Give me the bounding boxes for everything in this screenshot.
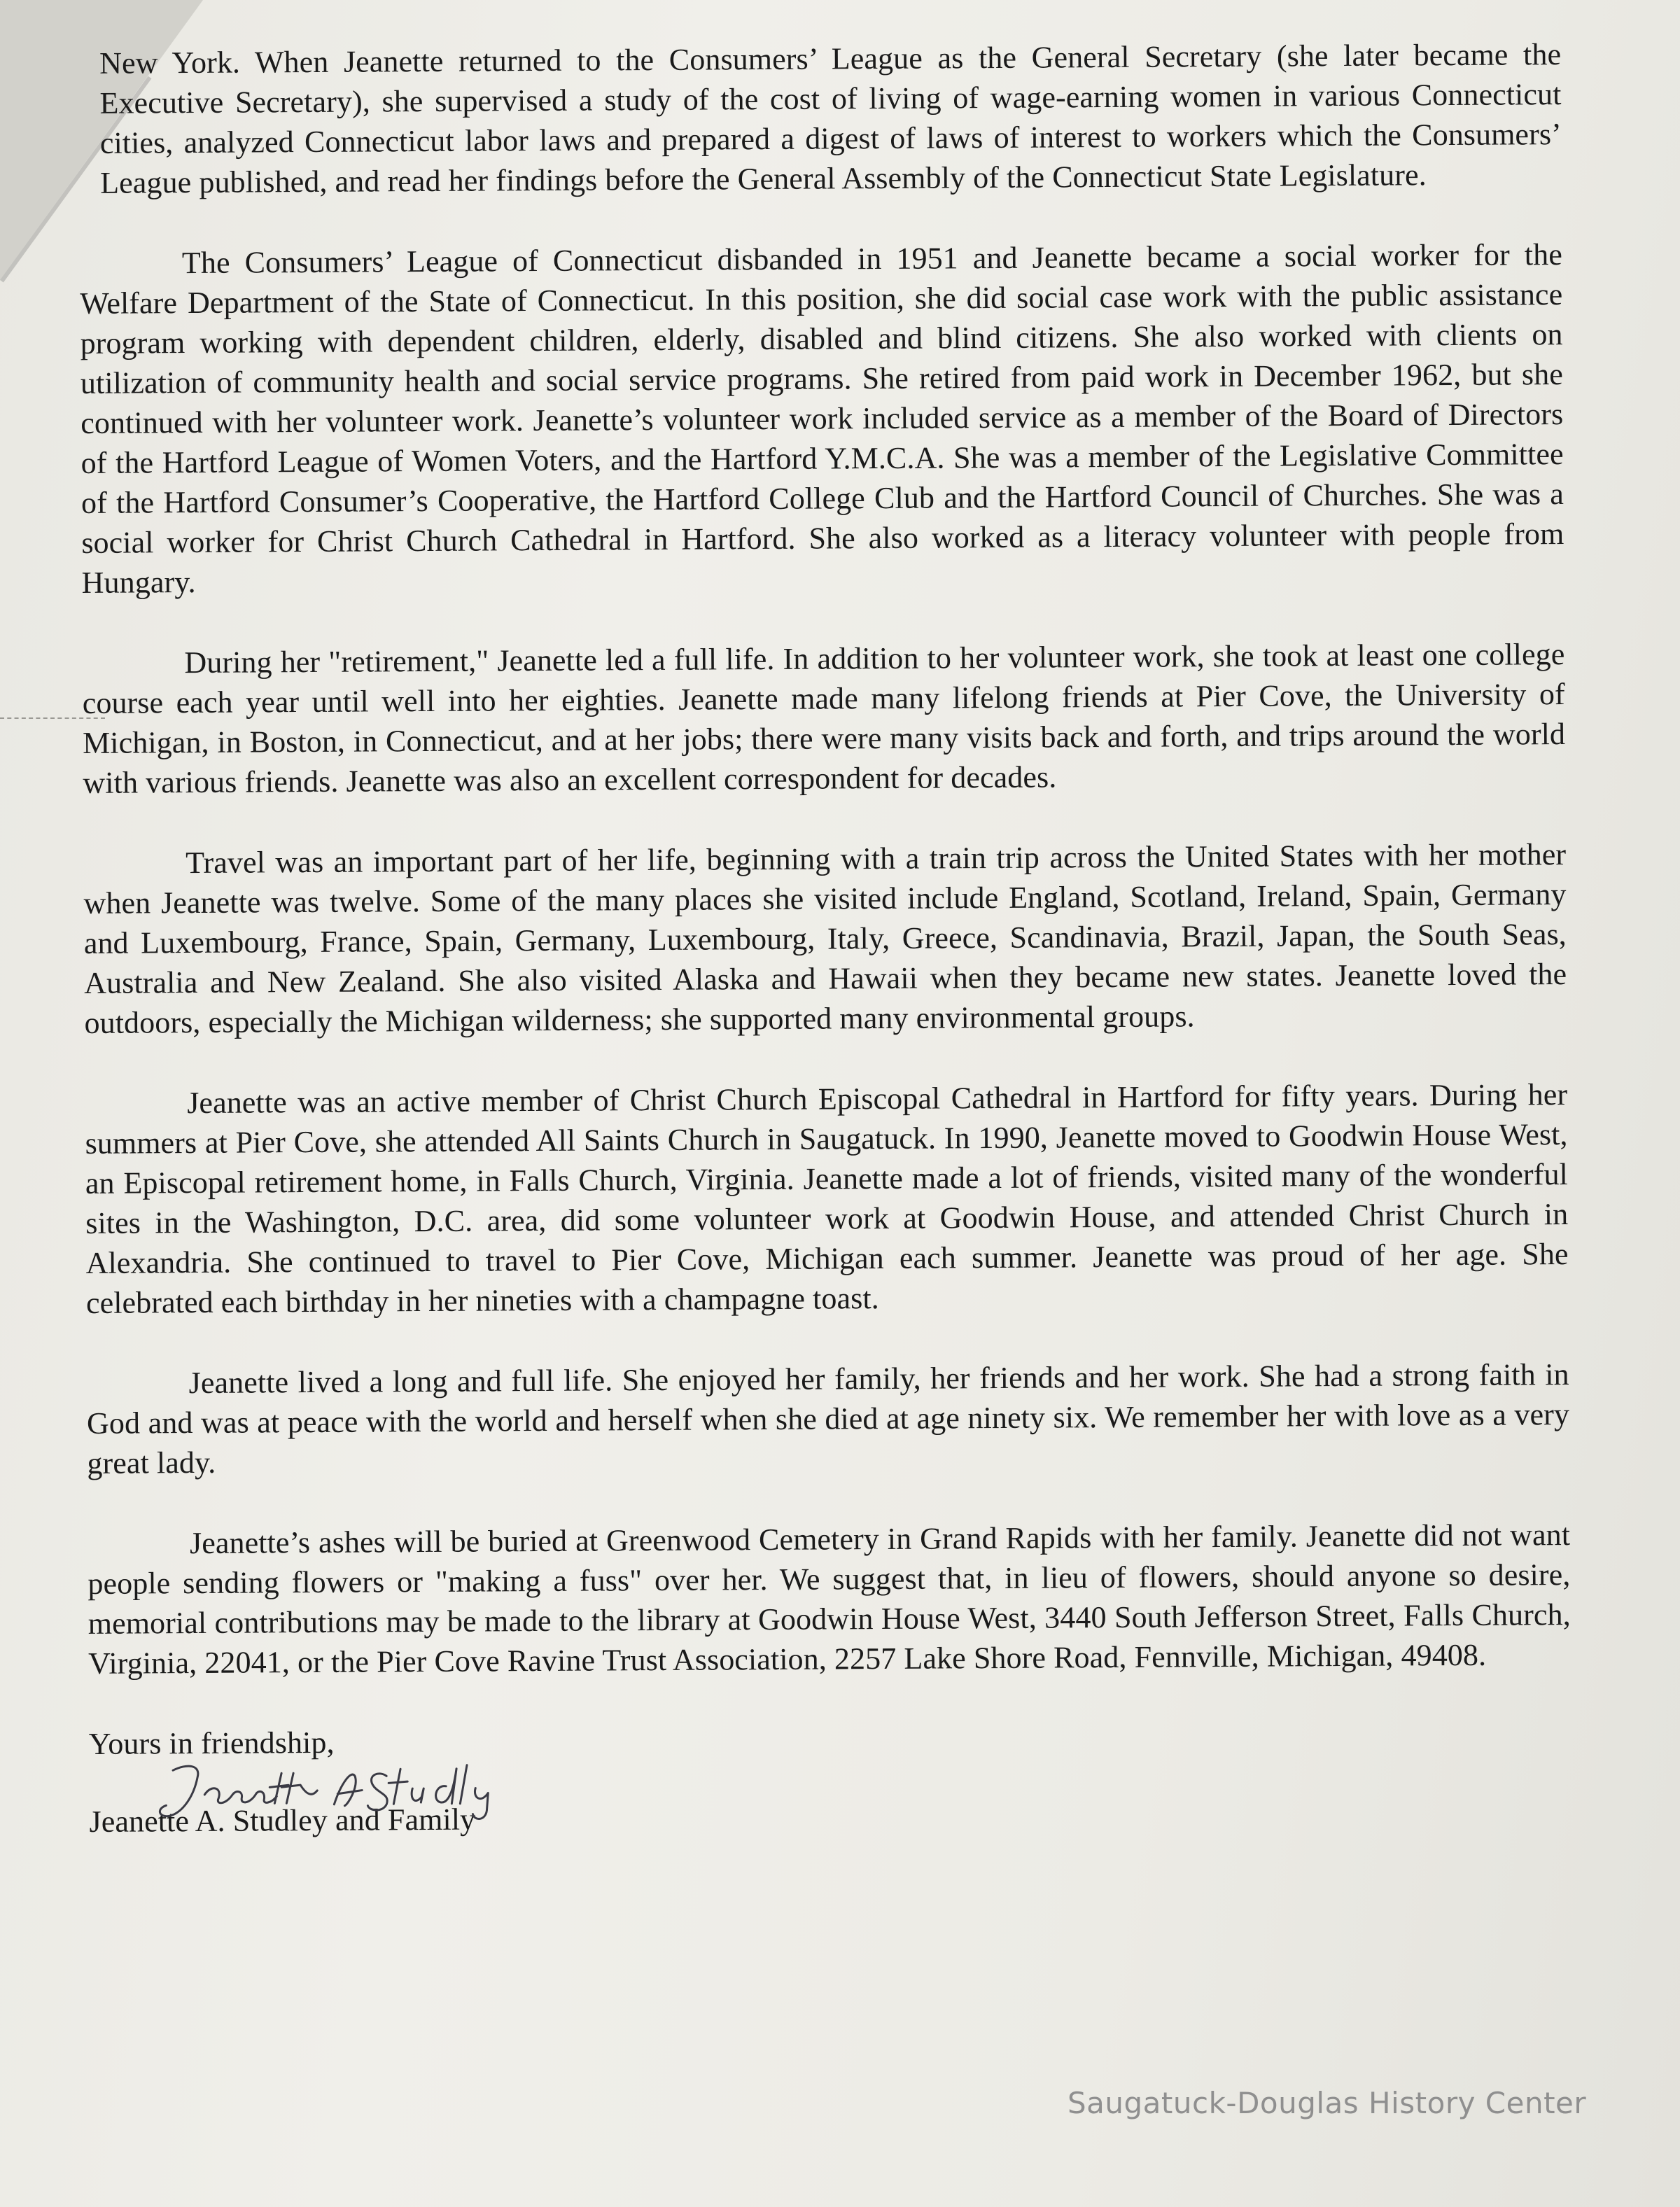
- paragraph-4: Travel was an important part of her life, beginning with a train trip across the United States with her mother when Jeanette was twelve. Some of the many places she visited include England, Scotland, Ireland, Spain, Germany and Luxembourg, France, Spain, Germany, Luxembourg, Italy, Greece, Scandinavia, Brazil, Japan, the South Seas, Australia and New Zealand. She also visited Alaska and Hawaii when they became new states. Jeanette loved the outdoors, especially the Michigan wilderness; she supported many environmental groups.: [83, 837, 1567, 1040]
- archive-watermark: Saugatuck-Douglas History Center: [1068, 2086, 1587, 2120]
- paragraph-1: New York. When Jeanette returned to the Consumers’ League as the General Secretary (she later became the Executive Secretary), she supervised a study of the cost of living of wage-earning women in various Connecticut cities, analyzed Connecticut labor laws and prepared a digest of laws of interest to workers which the Consumers’ League published, and read her findings before the General Assembly of the Connecticut State Legislature.: [99, 37, 1562, 200]
- closing-salutation: Yours in friendship,: [88, 1725, 335, 1761]
- letter-body: [78, 34, 1572, 1842]
- signer-name: Jeanette A. Studley and Family: [89, 1802, 476, 1839]
- handwritten-signature: [145, 1754, 552, 1827]
- signature-row: [89, 1755, 1572, 1827]
- paragraph-6: Jeanette lived a long and full life. She enjoyed her family, her friends and her work. She had a strong faith in God and was at peace with the world and herself when she died at age ninety six. We remember her with love as a very great lady.: [86, 1357, 1570, 1480]
- closing-block: [89, 1715, 1572, 1842]
- paragraph-2: The Consumers’ League of Connecticut disbanded in 1951 and Jeanette became a social worker for the Welfare Department of the State of Connecticut. In this position, she did social case work with the public assistance program working with dependent children, elderly, disabled and blind citizens. She also worked with clients on utilization of community health and social service programs. She retired from paid work in December 1962, but she continued with her volunteer work. Jeanette’s volunteer work included service as a member of the Board of Directors of the Hartford League of Women Voters, and the Hartford Y.M.C.A. She was a member of the Legislative Committee of the Hartford Consumer’s Cooperative, the Hartford College Club and the Hartford Council of Churches. She was a social worker for Christ Church Cathedral in Hartford. She also worked as a literacy volunteer with people from Hungary.: [80, 237, 1564, 600]
- paragraph-7: Jeanette’s ashes will be buried at Greenwood Cemetery in Grand Rapids with her family. Jeanette did not want people sending flowers or "making a fuss" over her. We suggest that, in lieu of flowers, should anyone so desire, memorial contributions may be made to the library at Goodwin House West, 3440 South Jefferson Street, Falls Church, Virginia, 22041, or the Pier Cove Ravine Trust Association, 2257 Lake Shore Road, Fennville, Michigan, 49408.: [88, 1518, 1571, 1681]
- paragraph-5: Jeanette was an active member of Christ Church Episcopal Cathedral in Hartford for fifty years. During her summers at Pier Cove, she attended All Saints Church in Saugatuck. In 1990, Jeanette moved to Goodwin House West, an Episcopal retirement home, in Falls Church, Virginia. Jeanette made a lot of friends, visited many of the wonderful sites in the Washington, D.C. area, did some volunteer work at Goodwin House, and attended Christ Church in Alexandria. She continued to travel to Pier Cove, Michigan each summer. Jeanette was proud of her age. She celebrated each birthday in her nineties with a champagne toast.: [85, 1077, 1569, 1320]
- paragraph-3: During her "retirement," Jeanette led a full life. In addition to her volunteer work, she took at least one college course each year until well into her eighties. Jeanette made many lifelong friends at Pier Cove, the University of Michigan, in Boston, in Connecticut, and at her jobs; there were many visits back and forth, and trips around the world with various friends. Jeanette was also an excellent correspondent for decades.: [82, 637, 1566, 800]
